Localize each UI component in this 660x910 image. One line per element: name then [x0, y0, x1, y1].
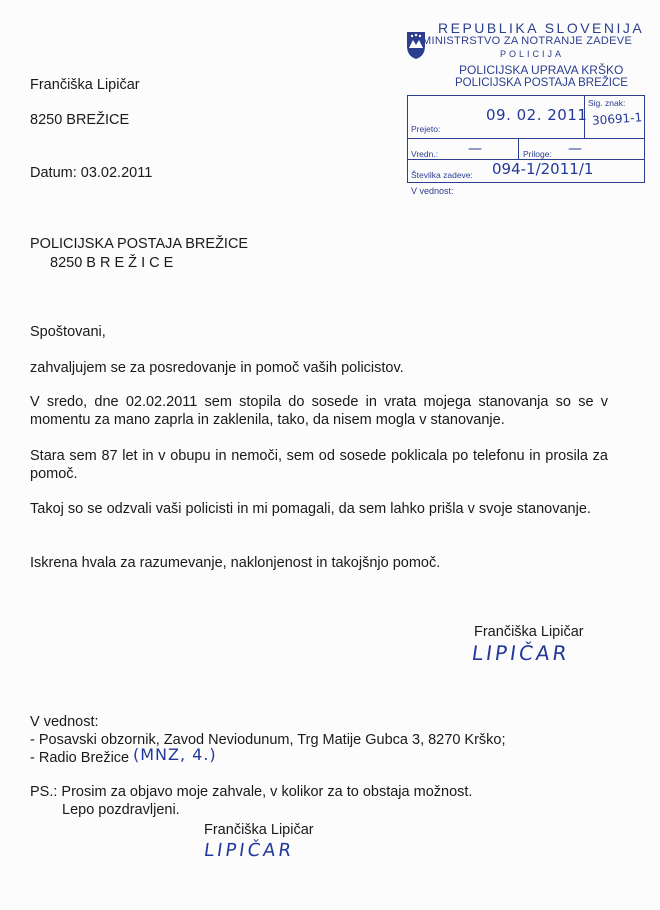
paragraph-2: V sredo, dne 02.02.2011 sem stopila do sosede in vrata mojega stanovanja so se v momentu za mano zaprla in zaklenila, tako, da nisem mogla v stanovanje.: [30, 394, 608, 428]
cc-label: V vednost:: [30, 714, 99, 730]
value-label: Vredn.:: [411, 149, 439, 159]
salutation: Spoštovani,: [30, 324, 106, 340]
sender-city: 8250 BREŽICE: [30, 112, 130, 128]
handwritten-cc-note: (MNZ, 4.): [133, 745, 217, 764]
letter-date: Datum: 03.02.2011: [30, 165, 153, 181]
received-label: Prejeto:: [411, 124, 441, 134]
cc-item-2: - Radio Brežice: [30, 750, 130, 766]
stamp-police-station: POLICIJSKA POSTAJA BREŽICE: [455, 77, 628, 89]
sig-value: 30691-1: [591, 110, 643, 128]
cc-item-1: - Posavski obzornik, Zavod Neviodunum, Trg Matije Gubca 3, 8270 Krško;: [30, 732, 506, 748]
case-label: Številka zadeve:: [411, 170, 473, 180]
recipient-name: POLICIJSKA POSTAJA BREŽICE: [30, 236, 249, 252]
paragraph-1: zahvaljujem se za posredovanje in pomoč vaših policistov.: [30, 360, 404, 376]
stamp-police: POLICIJA: [500, 49, 565, 59]
value-mark: —: [468, 141, 482, 157]
received-date: 09. 02. 2011: [486, 106, 588, 124]
recipient-city: 8250 B R E Ž I C E: [50, 255, 174, 271]
signature-name: Frančiška Lipičar: [474, 624, 584, 640]
ps-name: Frančiška Lipičar: [204, 822, 314, 838]
stamp-ministry: MINISTRSTVO ZA NOTRANJE ZADEVE: [422, 35, 633, 47]
sig-label: Sig. znak:: [588, 98, 626, 108]
paragraph-5: Iskrena hvala za razumevanje, naklonjenost in takojšnjo pomoč.: [30, 555, 441, 571]
sender-name: Frančiška Lipičar: [30, 77, 140, 93]
paragraph-3: Stara sem 87 let in v obupu in nemoči, sem od sosede poklicala po telefonu in prosila za pomoč.: [30, 448, 608, 482]
stamp-police-directorate: POLICIJSKA UPRAVA KRŠKO: [459, 63, 624, 77]
stamp-republic: REPUBLIKA SLOVENIJA: [438, 20, 645, 36]
ps-line-2: Lepo pozdravljeni.: [62, 802, 180, 818]
registry-stamp-box: [407, 95, 645, 183]
attachments-mark: —: [568, 141, 582, 157]
ps-handwritten-signature: LIPIČAR: [202, 840, 296, 861]
attachments-label: Priloge:: [523, 149, 552, 159]
stamp-cc-label: V vednost:: [411, 186, 454, 196]
ps-line-1: PS.: Prosim za objavo moje zahvale, v kolikor za to obstaja možnost.: [30, 784, 473, 800]
case-number: 094-1/2011/1: [492, 160, 594, 178]
paragraph-4: Takoj so se odzvali vaši policisti in mi pomagali, da sem lahko prišla v svoje stanovanje.: [30, 501, 591, 517]
handwritten-signature: LIPIČAR: [470, 641, 572, 665]
